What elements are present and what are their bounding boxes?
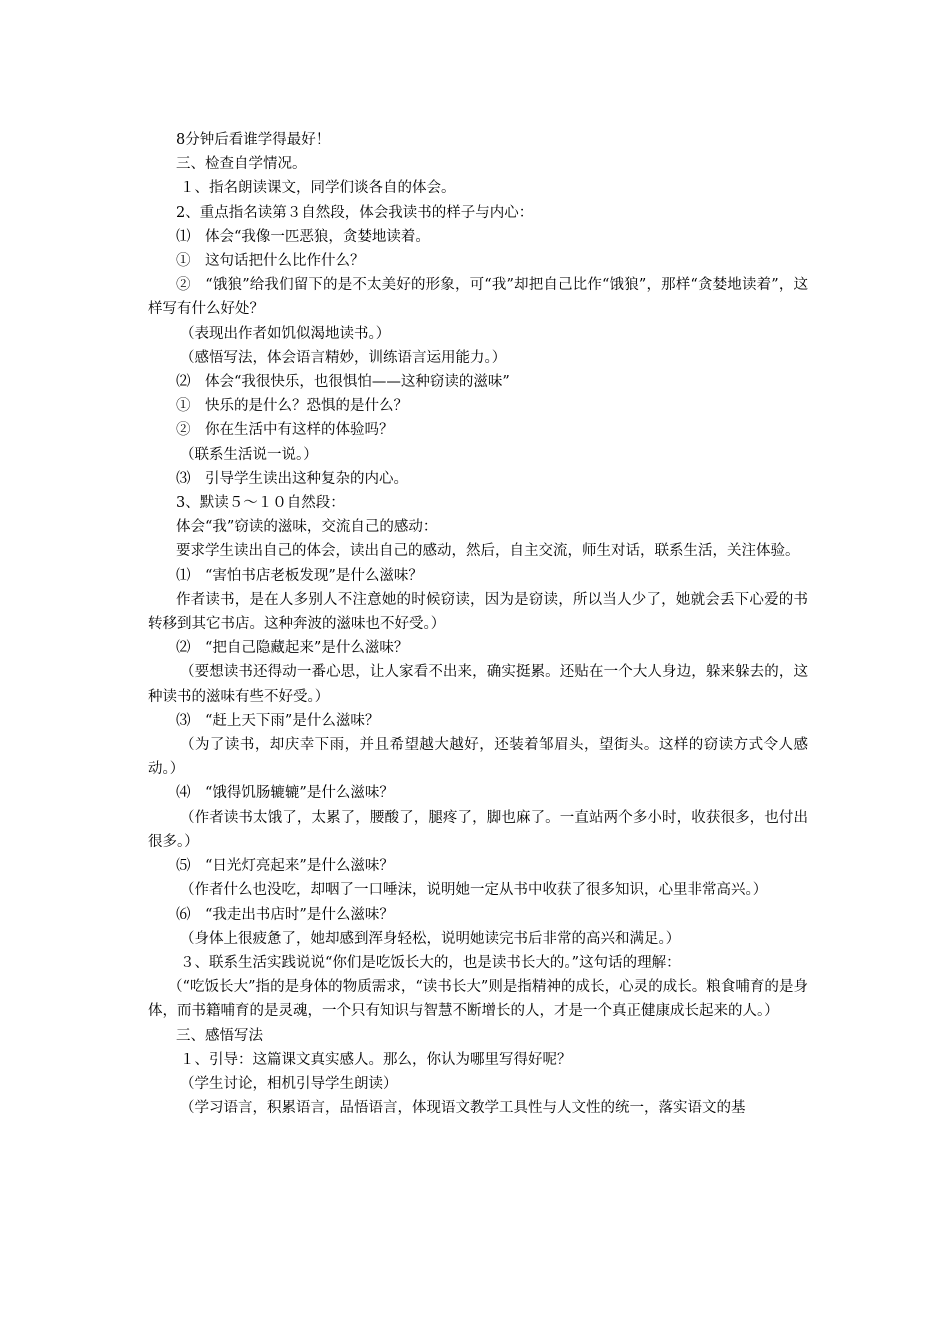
paragraph-line: （身体上很疲惫了，她却感到浑身轻松，说明她读完书后非常的高兴和满足。） (180, 930, 681, 947)
paragraph-line: ⑴ “害怕书店老板发现”是什么滋味？ (176, 567, 423, 584)
paragraph-line: 要求学生读出自己的体会，读出自己的感动，然后，自主交流，师生对话，联系生活，关注体验。 (176, 543, 800, 560)
document-body (148, 128, 808, 1120)
paragraph-line: （感悟写法，体会语言精妙，训练语言运用能力。） (180, 349, 507, 366)
paragraph-line: （作者什么也没吃，却咽了一口唾沫，说明她一定从书中收获了很多知识，心里非常高兴。） (180, 882, 768, 899)
paragraph-line: ⑶ “赶上天下雨”是什么滋味？ (176, 712, 380, 729)
paragraph-line: （“吃饭长大”指的是身体的物质需求，“读书长大”则是指精神的成长，心灵的成长。粮食哺育的是身体，而书籍哺育的是灵魂，一个只有知识与智慧不断增长的人，才是一个真正健康成长起来的人。） (148, 979, 808, 1020)
paragraph-line: ⑸ “日光灯亮起来”是什么滋味？ (176, 858, 394, 875)
paragraph-line: ⑹ “我走出书店时”是什么滋味？ (176, 906, 394, 923)
paragraph-line: 三、感悟写法 (176, 1027, 263, 1044)
paragraph-line: ① 快乐的是什么？恐惧的是什么？ (176, 398, 408, 415)
paragraph-line: 8分钟后看谁学得最好！ (176, 132, 331, 148)
paragraph-line: （表现出作者如饥似渴地读书。） (180, 325, 391, 342)
paragraph-line: （为了读书，却庆幸下雨，并且希望越大越好，还装着邹眉头，望街头。这样的窃读方式令人感动。） (148, 737, 808, 778)
paragraph-line: ② 你在生活中有这样的体验吗？ (176, 422, 394, 439)
paragraph-line: ⑶ 引导学生读出这种复杂的内心。 (176, 470, 408, 487)
paragraph-line: ⑵ 体会“我很快乐，也很惧怕——这种窃读的滋味” (176, 374, 510, 391)
paragraph-line: ② “饿狼”给我们留下的是不太美好的形象，可“我”却把自己比作“饿狼”，那样“贪婪地读着”，这样写有什么好处？ (148, 277, 808, 318)
paragraph-line: ⑷ “饿得饥肠辘辘”是什么滋味？ (176, 785, 394, 802)
paragraph-line: ① 这句话把什么比作什么？ (176, 253, 365, 270)
paragraph-line: （作者读书太饿了，太累了，腰酸了，腿疼了，脚也麻了。一直站两个多小时，收获很多，也付出很多。） (148, 809, 808, 850)
paragraph-line: ３、联系生活实践说说“你们是吃饭长大的，也是读书长大的。”这句话的理解： (180, 954, 681, 971)
paragraph-line: ⑵ “把自己隐藏起来”是什么滋味？ (176, 640, 409, 657)
paragraph-line: 3、默读５～１０自然段： (176, 495, 345, 512)
paragraph-line: 作者读书，是在人多别人不注意她的时候窃读，因为是窃读，所以当人少了，她就会丢下心爱的书转移到其它书店。这种奔波的滋味也不好受。） (148, 591, 808, 633)
paragraph-line: ⑴ 体会“我像一匹恶狼，贪婪地读着。 (176, 228, 430, 245)
paragraph-line: 2、重点指名读第３自然段，体会我读书的样子与内心： (176, 204, 534, 221)
paragraph-line: 三、检查自学情况。 (176, 156, 307, 173)
paragraph-line: 体会“我”窃读的滋味，交流自己的感动： (176, 519, 438, 536)
paragraph-line: （联系生活说一说。） (180, 446, 318, 463)
paragraph-line: （要想读书还得动一番心思，让人家看不出来，确实挺累。还贴在一个大人身边，躲来躲去的，这种读书的滋味有些不好受。） (148, 664, 808, 705)
paragraph-line: １、引导：这篇课文真实感人。那么，你认为哪里写得好呢？ (180, 1051, 572, 1068)
paragraph-line: １、指名朗读课文，同学们谈各自的体会。 (180, 180, 456, 197)
paragraph-line: （学生讨论，相机引导学生朗读） (180, 1075, 398, 1092)
paragraph-line: （学习语言，积累语言，品悟语言，体现语文教学工具性与人文性的统一，落实语文的基 (180, 1100, 746, 1117)
